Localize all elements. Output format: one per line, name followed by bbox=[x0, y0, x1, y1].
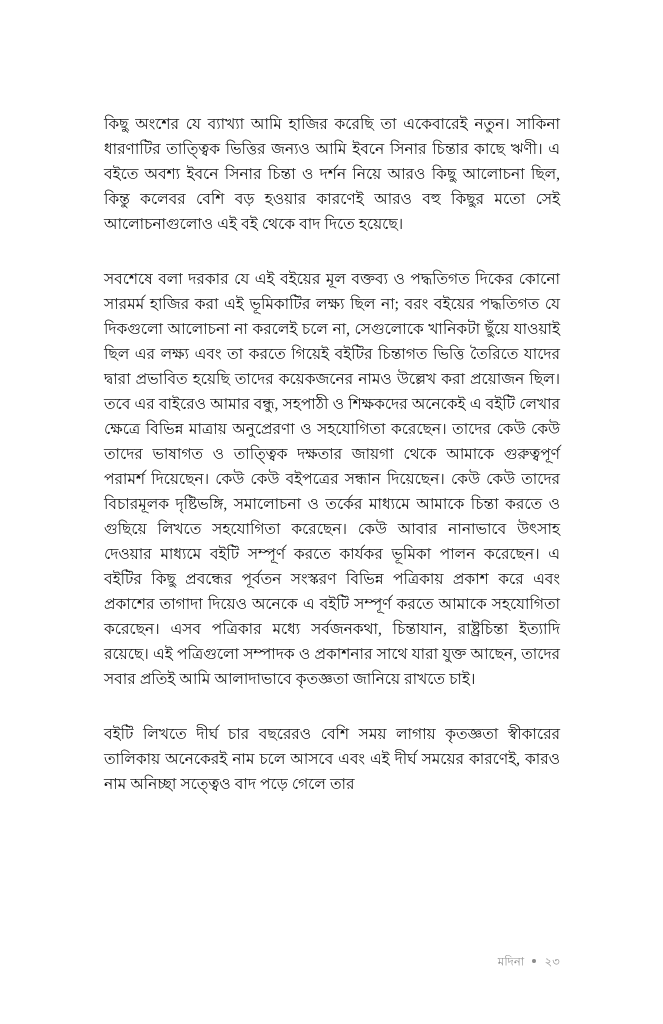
footer-book-title: মদিনা bbox=[497, 956, 525, 968]
body-paragraph-1: কিছু অংশের যে ব্যাখ্যা আমি হাজির করেছি তা একেবারেই নতুন। সাকিনা ধারণাটির তাত্ত্বিক ভিত্তির জন্যও আমি ইবনে সিনার চিন্তার কাছে ঋণী। এ বইতে অবশ্য ইবনে সিনার চিন্তা ও দর্শন নিয়ে আরও কিছু আলোচনা ছিল, কিন্তু কলেবর বেশি বড় হওয়ার কারণেই আরও বহু কিছুর মতো সেই আলোচনাগুলোও এই বই থেকে বাদ দিতে হয়েছে। bbox=[104, 116, 560, 233]
page-footer bbox=[498, 955, 560, 969]
page-number: ২৩ bbox=[544, 956, 560, 968]
page-text-column bbox=[104, 112, 560, 797]
body-paragraph-2: সবশেষে বলা দরকার যে এই বইয়ের মূল বক্তব্য ও পদ্ধতিগত দিকের কোনো সারমর্ম হাজির করা এই ভূমিকাটির লক্ষ্য ছিল না; বরং বইয়ের পদ্ধতিগত যে দিকগুলো আলোচনা না করলেই চলে না, সেগুলোকে খানিকটা ছুঁয়ে যাওয়াই ছিল এর লক্ষ্য এবং তা করতে গিয়েই বইটির চিন্তাগত ভিত্তি তৈরিতে যাদের দ্বারা প্রভাবিত হয়েছি তাদের কয়েকজনের নামও উল্লেখ করা প্রয়োজন ছিল। তবে এর বাইরেও আমার বন্ধু, সহপাঠী ও শিক্ষকদের অনেকেই এ বইটি লেখার ক্ষেত্রে বিভিন্ন মাত্রায় অনুপ্রেরণা ও সহযোগিতা করেছেন। তাদের কেউ কেউ তাদের ভাষাগত ও তাত্ত্বিক দক্ষতার জায়গা থেকে আমাকে গুরুত্বপূর্ণ পরামর্শ দিয়েছেন। কেউ কেউ বইপত্রের সন্ধান দিয়েছেন। কেউ কেউ তাদের বিচারমূলক দৃষ্টিভঙ্গি, সমালোচনা ও তর্কের মাধ্যমে আমাকে চিন্তা করতে ও গুছিয়ে লিখতে সহযোগিতা করেছেন। কেউ আবার নানাভাবে উৎসাহ দেওয়ার মাধ্যমে বইটি সম্পূর্ণ করতে কার্যকর ভূমিকা পালন করেছেন। এ বইটির কিছু প্রবন্ধের পূর্বতন সংস্করণ বিভিন্ন পত্রিকায় প্রকাশ করে এবং প্রকাশের তাগাদা দিয়েও অনেকে এ বইটি সম্পূর্ণ করতে আমাকে সহযোগিতা করেছেন। এসব পত্রিকার মধ্যে সর্বজনকথা, চিন্তাযান, রাষ্ট্রচিন্তা ইত্যাদি রয়েছে। এই পত্রিগুলো সম্পাদক ও প্রকাশনার সাথে যারা যুক্ত আছেন, তাদের সবার প্রতিই আমি আলাদাভাবে কৃতজ্ঞতা জানিয়ে রাখতে চাই। bbox=[104, 271, 560, 688]
bullet-dot-icon bbox=[532, 959, 536, 963]
body-paragraph-3: বইটি লিখতে দীর্ঘ চার বছরেরও বেশি সময় লাগায় কৃতজ্ঞতা স্বীকারের তালিকায় অনেকেরই নাম চলে আসবে এবং এই দীর্ঘ সময়ের কারণেই, কারও নাম অনিচ্ছা সত্ত্বেও বাদ পড়ে গেলে তার bbox=[104, 726, 560, 793]
